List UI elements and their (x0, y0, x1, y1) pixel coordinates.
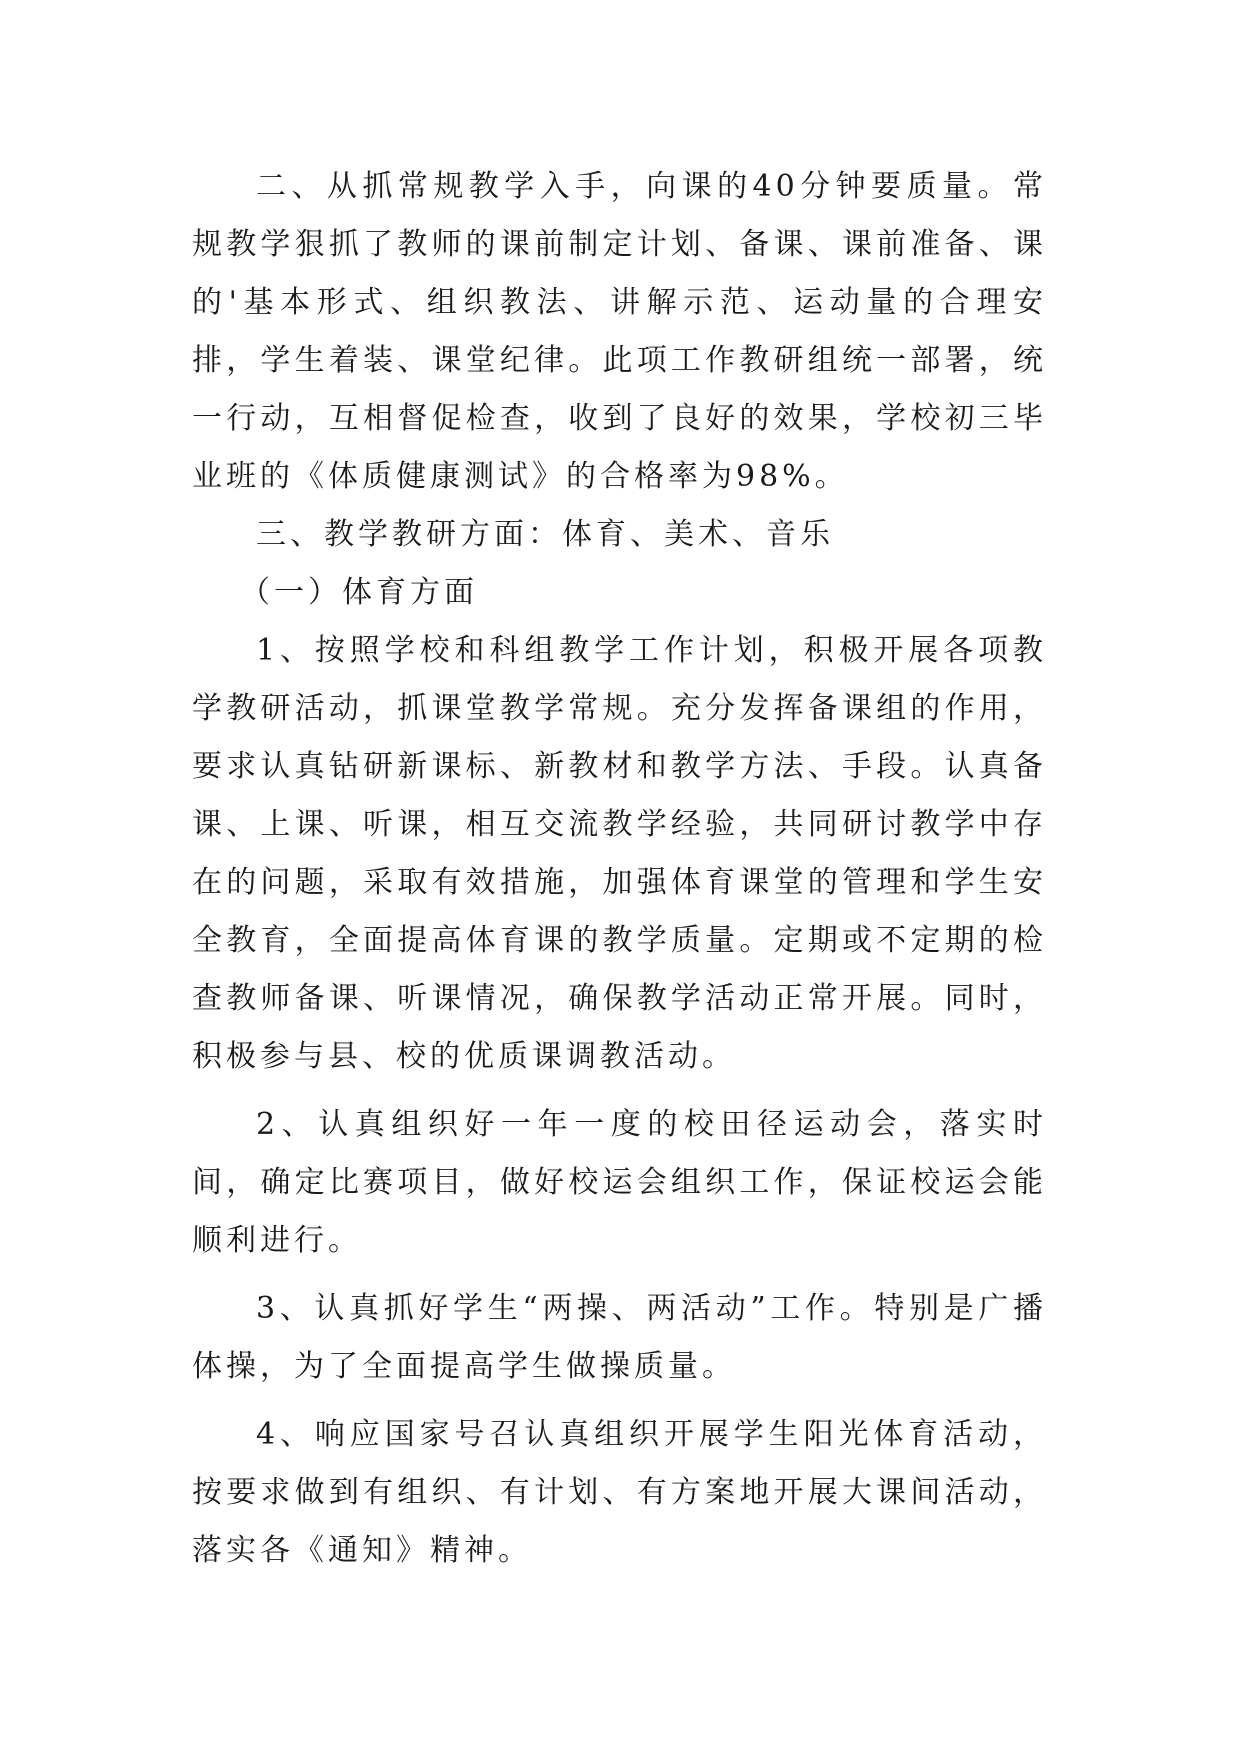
paragraph-routine-teaching: 二、从抓常规教学入手，向课的40分钟要质量。常规教学狠抓了教师的课前制定计划、备课、课前准备、课的'基本形式、组织教法、讲解示范、运动量的合理安排，学生着装、课堂纪律。此项工作教研组统一部署，统一行动，互相督促检查，收到了良好的效果，学校初三毕业班的《体质健康测试》的合格率为98%。 (192, 169, 1047, 494)
paragraph-item-3: 3、认真抓好学生“两操、两活动”工作。特别是广播体操，为了全面提高学生做操质量。 (192, 1291, 1047, 1384)
paragraph-item-4: 4、响应国家号召认真组织开展学生阳光体育活动，按要求做到有组织、有计划、有方案地开展大课间活动，落实各《通知》精神。 (192, 1417, 1047, 1568)
paragraph-item-2: 2、认真组织好一年一度的校田径运动会，落实时间，确定比赛项目，做好校运会组织工作，保证校运会能顺利进行。 (192, 1107, 1047, 1258)
subsection-heading-pe: （一）体育方面 (240, 575, 478, 610)
document-body (192, 158, 1047, 1580)
section-heading-teaching-research: 三、教学教研方面：体育、美术、音乐 (256, 517, 834, 552)
paragraph-item-1: 1、按照学校和科组教学工作计划，积极开展各项教学教研活动，抓课堂教学常规。充分发挥备课组的作用，要求认真钻研新课标、新教材和教学方法、手段。认真备课、上课、听课，相互交流教学经验，共同研讨教学中存在的问题，采取有效措施，加强体育课堂的管理和学生安全教育，全面提高体育课的教学质量。定期或不定期的检查教师备课、听课情况，确保教学活动正常开展。同时，积极参与县、校的优质课调教活动。 (192, 633, 1047, 1074)
